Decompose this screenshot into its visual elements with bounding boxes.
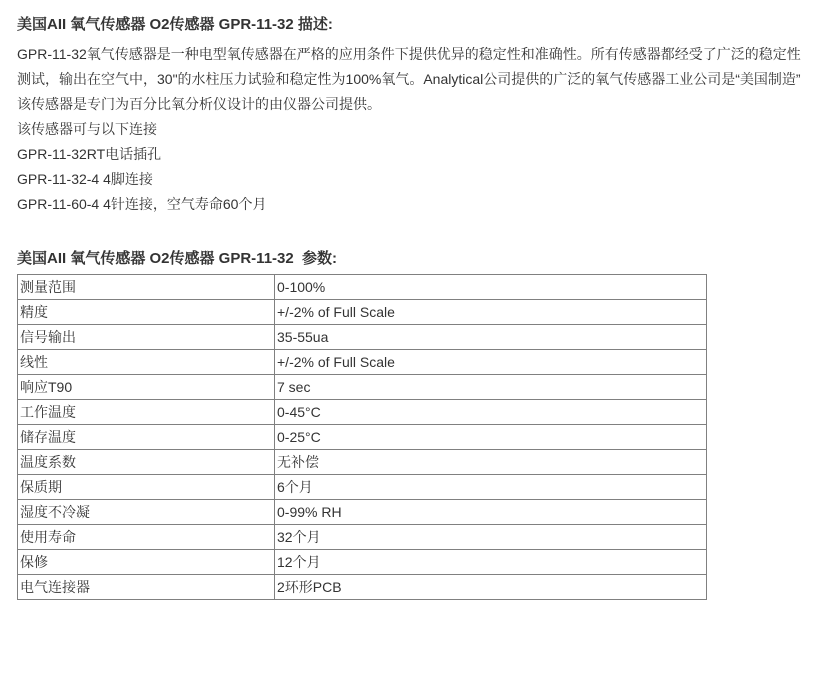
description-line: GPR-11-32-4 4脚连接 xyxy=(17,171,153,187)
table-row xyxy=(18,375,707,400)
spec-value-cell: 2环形PCB xyxy=(275,575,707,600)
spec-value-cell: 7 sec xyxy=(275,375,707,400)
spec-value-cell: 12个月 xyxy=(275,550,707,575)
spec-value-cell: +/-2% of Full Scale xyxy=(275,350,707,375)
table-row xyxy=(18,575,707,600)
spec-label-cell: 电气连接器 xyxy=(18,575,275,600)
spec-value-cell: 0-99% RH xyxy=(275,500,707,525)
description-section-title: 美国AII 氧气传感器 O2传感器 GPR-11-32 描述: xyxy=(17,16,333,33)
table-row xyxy=(18,425,707,450)
description-line: 该传感器是专门为百分比氧分析仪设计的由仪器公司提供。 xyxy=(17,96,381,112)
description-paragraph: GPR-11-32氧气传感器是一种电型氧传感器在严格的应用条件下提供优异的稳定性和准确性。所有传感器都经受了广泛的稳定性测试，输出在空气中，30"的水柱压力试验和稳定性为100%氧气。Analytical公司提供的广泛的氧气传感器工业公司是“美国制造” xyxy=(17,46,801,87)
spec-label-cell: 信号输出 xyxy=(18,325,275,350)
spec-label-cell: 保修 xyxy=(18,550,275,575)
spec-label-cell: 湿度不冷凝 xyxy=(18,500,275,525)
description-lines xyxy=(17,92,806,217)
spec-value-cell: 35-55ua xyxy=(275,325,707,350)
table-row xyxy=(18,475,707,500)
description-line: GPR-11-32RT电话插孔 xyxy=(17,146,162,162)
spec-label-cell: 保质期 xyxy=(18,475,275,500)
description-line: 该传感器可与以下连接 xyxy=(17,121,157,137)
spec-value-cell: 0-25°C xyxy=(275,425,707,450)
description-line: GPR-11-60-4 4针连接，空气寿命60个月 xyxy=(17,196,267,212)
spec-label-cell: 温度系数 xyxy=(18,450,275,475)
specs-table xyxy=(17,274,707,600)
table-row xyxy=(18,275,707,300)
spec-value-cell: 6个月 xyxy=(275,475,707,500)
specs-section-title: 美国AII 氧气传感器 O2传感器 GPR-11-32 参数: xyxy=(17,250,338,267)
specs-table-body xyxy=(18,275,707,600)
spec-value-cell: 32个月 xyxy=(275,525,707,550)
table-row xyxy=(18,300,707,325)
spec-value-cell: 0-100% xyxy=(275,275,707,300)
table-row xyxy=(18,400,707,425)
spec-value-cell: +/-2% of Full Scale xyxy=(275,300,707,325)
table-row xyxy=(18,550,707,575)
spec-label-cell: 测量范围 xyxy=(18,275,275,300)
table-row xyxy=(18,525,707,550)
table-row xyxy=(18,500,707,525)
table-row xyxy=(18,325,707,350)
spec-label-cell: 精度 xyxy=(18,300,275,325)
spec-value-cell: 0-45°C xyxy=(275,400,707,425)
table-row xyxy=(18,450,707,475)
spec-label-cell: 响应T90 xyxy=(18,375,275,400)
spec-label-cell: 使用寿命 xyxy=(18,525,275,550)
spec-value-cell: 无补偿 xyxy=(275,450,707,475)
table-row xyxy=(18,350,707,375)
spec-label-cell: 工作温度 xyxy=(18,400,275,425)
spec-label-cell: 线性 xyxy=(18,350,275,375)
spec-label-cell: 储存温度 xyxy=(18,425,275,450)
